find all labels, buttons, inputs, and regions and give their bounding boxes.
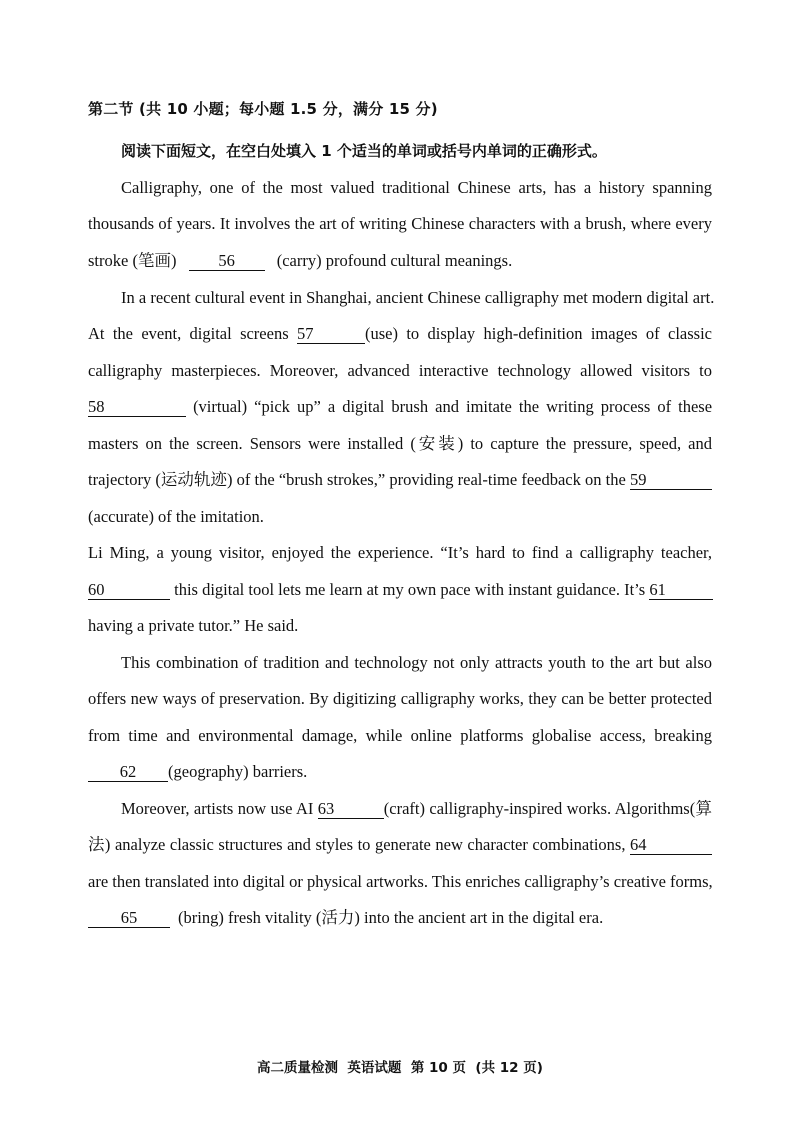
passage-line: Li Ming, a young visitor, enjoyed the experience. “It’s hard to find a calligraphy teacher,	[88, 543, 712, 562]
passage-text: this digital tool lets me learn at my own pace with instant guidance. It’s	[174, 580, 646, 599]
answer-blank-56[interactable]: 56	[189, 253, 265, 271]
passage-line: (accurate) of the imitation.	[88, 507, 264, 526]
passage-line: masters on the screen. Sensors were installed (安装) to capture the pressure, speed, and	[88, 434, 712, 453]
passage-text: At the event, digital screens	[88, 324, 289, 343]
answer-blank-59[interactable]: 59	[630, 472, 712, 490]
passage-line: having a private tutor.” He said.	[88, 616, 299, 635]
passage-text: Moreover, artists now use AI	[121, 799, 314, 818]
answer-blank-64[interactable]: 64	[630, 837, 712, 855]
passage-line: calligraphy masterpieces. Moreover, advanced interactive technology allowed visitors to	[88, 361, 712, 380]
passage-text: (carry) profound cultural meanings.	[276, 251, 513, 270]
passage-text: (virtual) “pick up” a digital brush and imitate the writing process of these	[193, 397, 713, 416]
answer-blank-62[interactable]: 62	[88, 764, 168, 782]
section-heading: 第二节 (共 10 小题；每小题 1.5 分，满分 15 分)	[88, 100, 438, 118]
passage-text: (bring) fresh vitality (活力) into the ancient art in the digital era.	[178, 908, 604, 927]
answer-blank-60[interactable]: 60	[88, 582, 170, 600]
passage-line	[88, 761, 712, 783]
answer-blank-63[interactable]: 63	[318, 801, 384, 819]
passage-line	[88, 250, 712, 272]
passage-line: offers new ways of preservation. By digitizing calligraphy works, they can be better protected	[88, 689, 712, 708]
passage-line: thousands of years. It involves the art of writing Chinese characters with a brush, where every	[88, 214, 712, 233]
passage-text: stroke (笔画)	[88, 251, 177, 270]
passage-text: (craft) calligraphy-inspired works. Algorithms(算	[383, 799, 712, 818]
passage-line: In a recent cultural event in Shanghai, ancient Chinese calligraphy met modern digital art.	[121, 288, 715, 307]
passage-line	[88, 323, 712, 345]
answer-blank-61[interactable]: 61	[649, 582, 713, 600]
passage-line: Calligraphy, one of the most valued traditional Chinese arts, has a history spanning	[121, 178, 712, 197]
passage-line: from time and environmental damage, while online platforms globalise access, breaking	[88, 726, 712, 745]
passage-text: trajectory (运动轨迹) of the “brush strokes,” providing real-time feedback on the	[88, 470, 626, 489]
passage-line	[88, 579, 712, 601]
answer-blank-58[interactable]: 58	[88, 399, 186, 417]
passage-line	[88, 469, 712, 491]
passage-text: (geography) barriers.	[168, 762, 308, 781]
passage-text: (use) to display high-definition images of classic	[364, 324, 712, 343]
passage-line: are then translated into digital or physical artworks. This enriches calligraphy’s creative forms,	[88, 872, 713, 891]
passage-line	[88, 907, 712, 929]
page-footer: 高二质量检测 英语试题 第 10 页 (共 12 页)	[257, 1060, 543, 1076]
answer-blank-57[interactable]: 57	[297, 326, 365, 344]
answer-blank-65[interactable]: 65	[88, 910, 170, 928]
passage-text: 法) analyze classic structures and styles to generate new character combinations,	[88, 835, 626, 854]
passage-line	[88, 834, 712, 856]
instruction-text: 阅读下面短文，在空白处填入 1 个适当的单词或括号内单词的正确形式。	[121, 142, 607, 160]
passage-line	[88, 396, 712, 418]
passage-line: This combination of tradition and technology not only attracts youth to the art but also	[121, 653, 712, 672]
passage-line	[121, 798, 712, 820]
